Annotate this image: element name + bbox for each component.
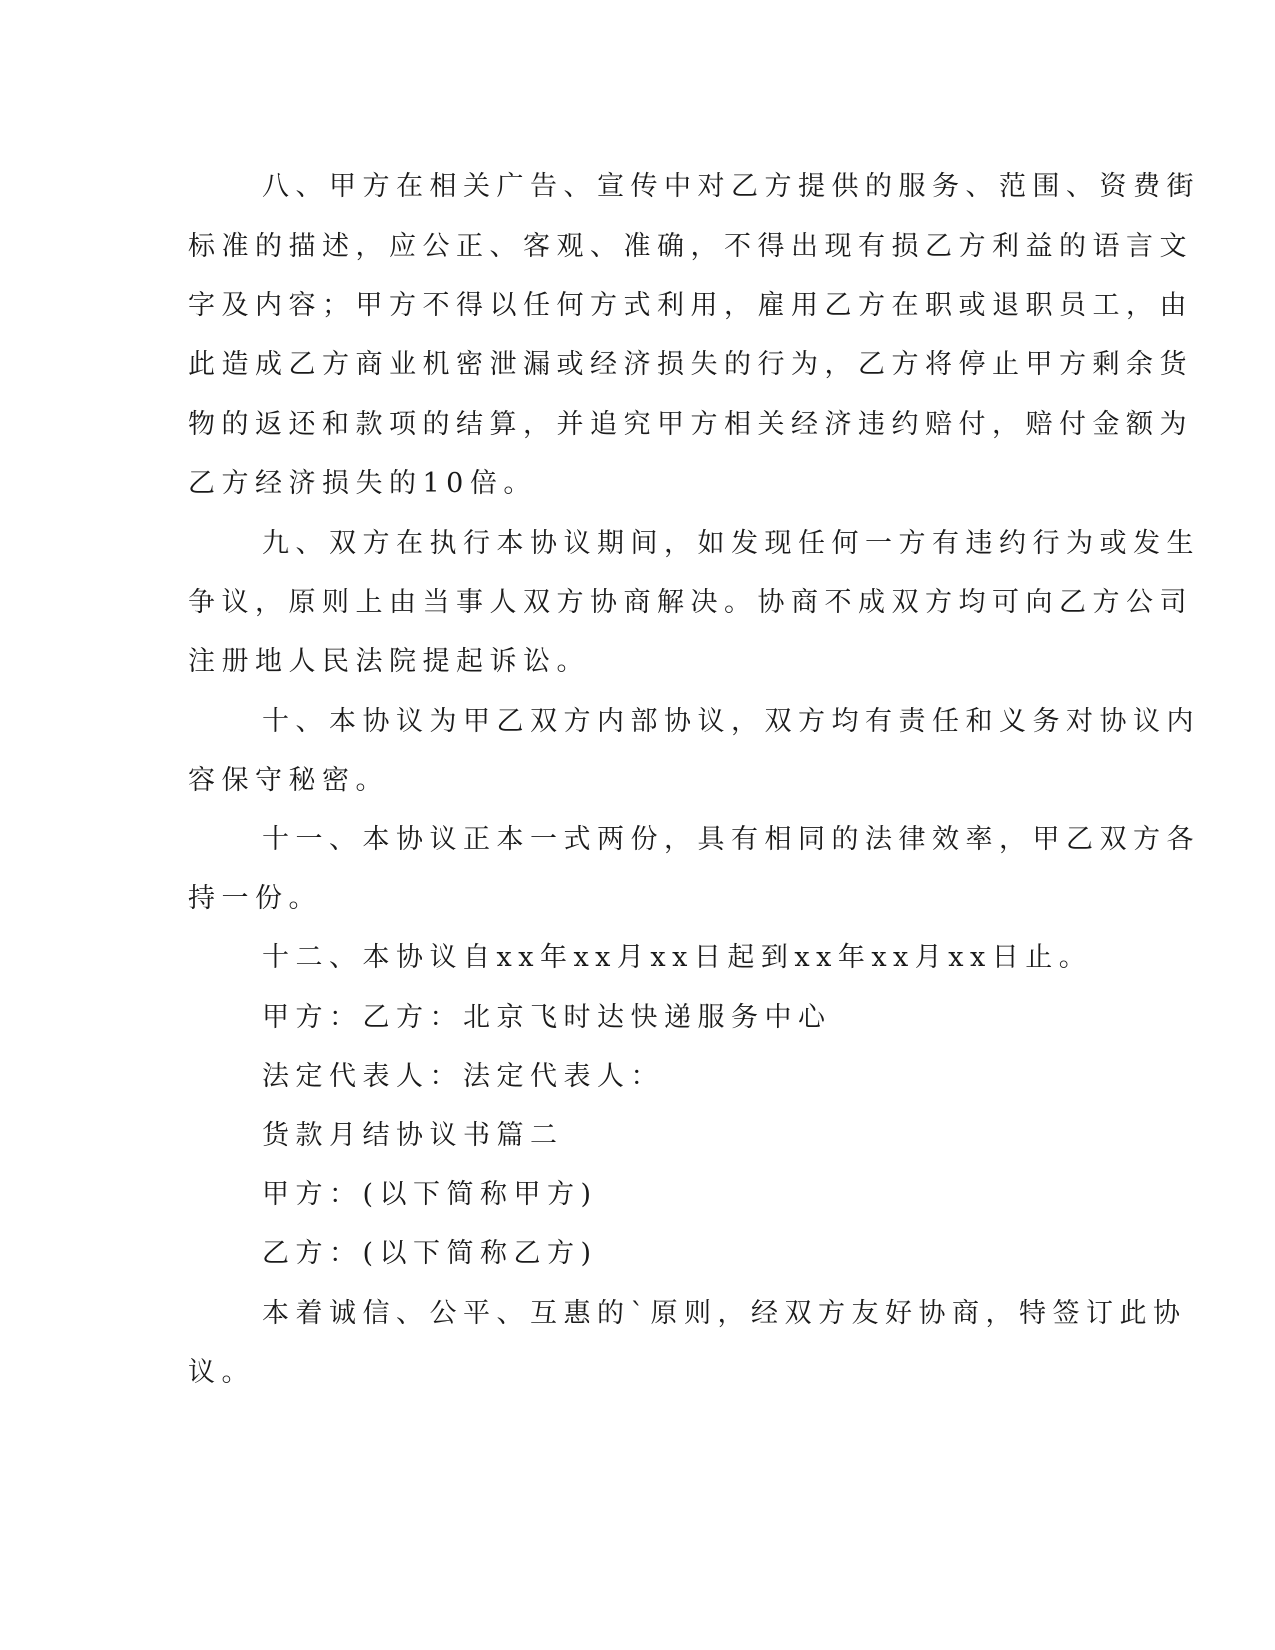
- preamble-line-1: 本着诚信、公平、互惠的`原则，经双方友好协商，特签订此协: [262, 1298, 1187, 1329]
- clause-9-line-3: 注册地人民法院提起诉讼。: [188, 646, 590, 677]
- party-b-line: 乙方：(以下简称乙方): [262, 1238, 598, 1269]
- clause-8-line-3: 字及内容；甲方不得以任何方式利用，雇用乙方在职或退职员工，由: [188, 290, 1193, 321]
- clause-8-line-1: 八、甲方在相关广告、宣传中对乙方提供的服务、范围、资费街: [262, 171, 1200, 202]
- clause-9-line-1: 九、双方在执行本协议期间，如发现任何一方有违约行为或发生: [262, 528, 1200, 559]
- legal-representative-line: 法定代表人：法定代表人：: [262, 1061, 664, 1092]
- clause-10-line-1: 十、本协议为甲乙双方内部协议，双方均有责任和义务对协议内: [262, 706, 1200, 737]
- section-heading: 货款月结协议书篇二: [262, 1120, 564, 1151]
- clause-12-line: 十二、本协议自xx年xx月xx日起到xx年xx月xx日止。: [262, 942, 1093, 973]
- clause-10-line-2: 容保守秘密。: [188, 765, 389, 796]
- clause-8-line-5: 物的返还和款项的结算，并追究甲方相关经济违约赔付，赔付金额为: [188, 409, 1193, 440]
- clause-11-line-2: 持一份。: [188, 883, 322, 914]
- clause-8-line-4: 此造成乙方商业机密泄漏或经济损失的行为，乙方将停止甲方剩余货: [188, 349, 1193, 380]
- parties-line: 甲方：乙方：北京飞时达快递服务中心: [262, 1002, 832, 1033]
- party-a-line: 甲方：(以下简称甲方): [262, 1179, 598, 1210]
- clause-9-line-2: 争议，原则上由当事人双方协商解决。协商不成双方均可向乙方公司: [188, 587, 1193, 618]
- clause-8-line-2: 标准的描述，应公正、客观、准确，不得出现有损乙方利益的语言文: [188, 231, 1193, 262]
- clause-8-line-6: 乙方经济损失的10倍。: [188, 468, 537, 499]
- clause-11-line-1: 十一、本协议正本一式两份，具有相同的法律效率，甲乙双方各: [262, 824, 1200, 855]
- preamble-line-2: 议。: [188, 1357, 255, 1388]
